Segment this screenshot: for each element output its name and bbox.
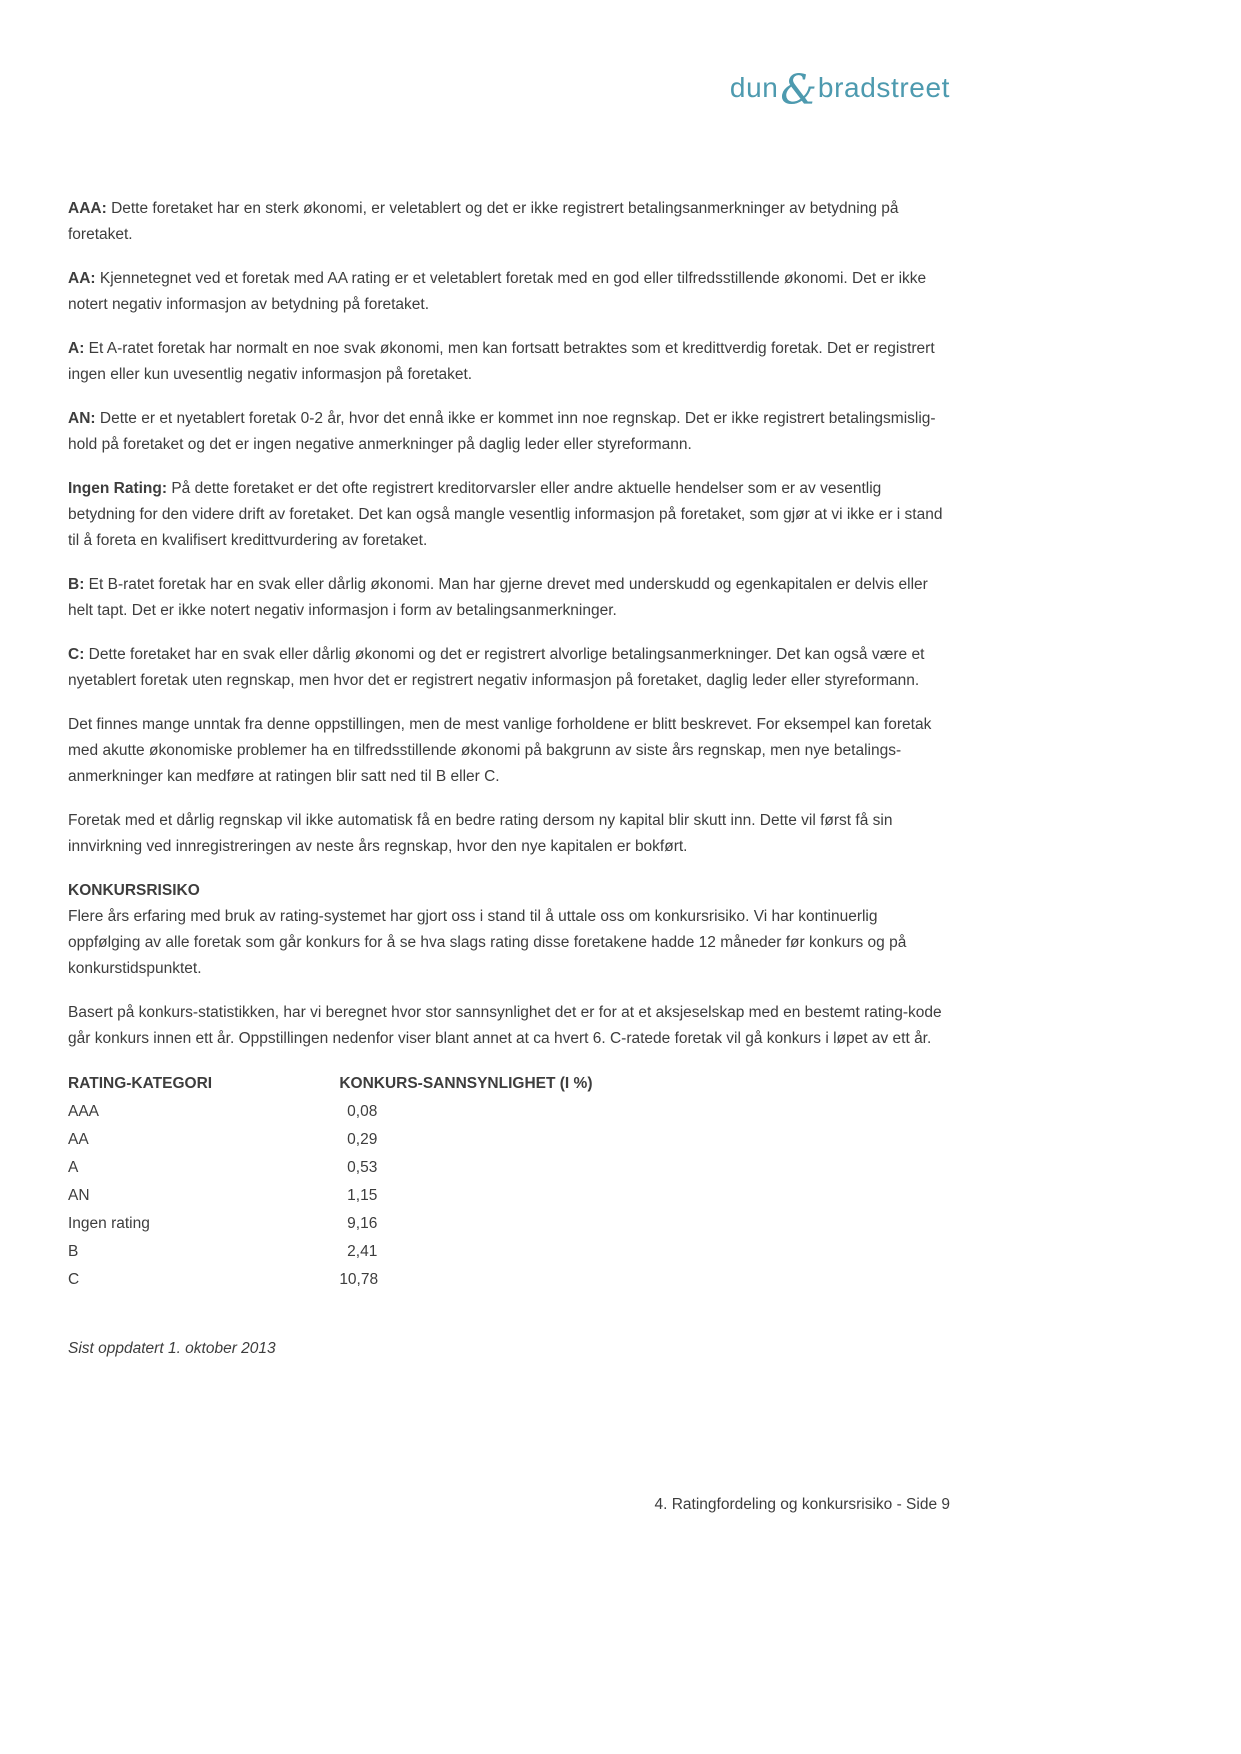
page-footer: 4. Ratingfordeling og konkursrisiko - Side 9: [654, 1496, 950, 1513]
rating-description-aaa: [68, 196, 950, 248]
rating-description-a: [68, 336, 950, 388]
table-cell-value: 0,53: [347, 1159, 378, 1176]
rating-label-aa: AA:: [68, 270, 96, 287]
rating-text-a: Et A-ratet foretak har normalt en noe svak økonomi, men kan fortsatt betraktes som et kredittverdig foretak. Det er registrert ingen eller kun uvesentlig negativ informasjon på foretaket.: [68, 340, 935, 383]
exceptions-paragraph: Det finnes mange unntak fra denne oppstillingen, men de mest vanlige forholdene er blitt beskrevet. For eksempel kan foretak med akutte økonomiske problemer ha en tilfredsstillende økonomi på bakgrunn av siste års regnskap, men nye betalings- anmerkninger kan medføre at ratingen blir satt ned til B eller C.: [68, 716, 932, 785]
table-cell-value: 0,08: [347, 1103, 378, 1120]
table-cell-category: C: [68, 1271, 80, 1288]
rating-description-ingen-rating: [68, 476, 950, 554]
rating-text-aa: Kjennetegnet ved et foretak med AA rating er et veletablert foretak med en god eller tilfredsstillende økonomi. Det er ikke notert negativ informasjon av betydning på foretaket.: [68, 270, 927, 313]
rating-text-an: Dette er et nyetablert foretak 0-2 år, hvor det ennå ikke er kommet inn noe regnskap. Det er ikke registrert betalingsmislig- hold på foretaket og det er ingen negative anmerkninger på daglig leder eller styreformann.: [68, 410, 936, 453]
table-cell-value: 0,29: [347, 1131, 378, 1148]
rating-label-c: C:: [68, 646, 85, 663]
rating-description-an: [68, 406, 950, 458]
table-cell-category: AAA: [68, 1103, 100, 1120]
table-cell-value: 10,78: [339, 1271, 379, 1288]
table-header-probability: KONKURS-SANNSYNLIGHET (I %): [339, 1075, 593, 1092]
table-row-ingen-rating: [68, 1210, 950, 1238]
logo-text-dun: dun: [729, 72, 779, 103]
rating-label-ingen-rating: Ingen Rating:: [68, 480, 168, 497]
table-cell-category: AA: [68, 1131, 89, 1148]
rating-probability-table: [68, 1070, 950, 1294]
rating-description-c: [68, 642, 950, 694]
table-row-c: [68, 1266, 950, 1294]
rating-description-aa: [68, 266, 950, 318]
table-cell-value: 1,15: [347, 1187, 378, 1204]
rating-label-an: AN:: [68, 410, 96, 427]
rating-text-b: Et B-ratet foretak har en svak eller dårlig økonomi. Man har gjerne drevet med underskudd og egenkapitalen er delvis eller helt tapt. Det er ikke notert negativ informasjon i form av betalingsanmerkninger.: [68, 576, 928, 619]
konkursrisiko-paragraph-2: Basert på konkurs-statistikken, har vi beregnet hvor stor sannsynlighet det er for at et aksjeselskap med en bestemt rating-kode går konkurs innen ett år. Oppstillingen nedenfor viser blant annet at ca hvert 6. C-ratede foretak vil gå konkurs i løpet av ett år.: [68, 1004, 942, 1047]
header: [68, 66, 950, 114]
konkursrisiko-heading: KONKURSRISIKO: [68, 882, 200, 899]
table-cell-category: A: [68, 1159, 79, 1176]
last-updated-note: Sist oppdatert 1. oktober 2013: [68, 1340, 276, 1357]
table-cell-category: Ingen rating: [68, 1215, 150, 1232]
table-row-an: [68, 1182, 950, 1210]
logo-text-bradstreet: bradstreet: [817, 72, 950, 103]
new-capital-paragraph: Foretak med et dårlig regnskap vil ikke automatisk få en bedre rating dersom ny kapital blir skutt inn. Dette vil først få sin innvirkning ved innregistreringen av neste års regnskap, hvor den nye kapitalen er bokført.: [68, 812, 893, 855]
table-cell-category: B: [68, 1243, 79, 1260]
rating-label-aaa: AAA:: [68, 200, 107, 217]
rating-text-aaa: Dette foretaket har en sterk økonomi, er veletablert og det er ikke registrert betalingsanmerkninger av betydning på foretaket.: [68, 200, 899, 243]
table-cell-value: 9,16: [347, 1215, 378, 1232]
dun-bradstreet-logo: [730, 66, 950, 114]
table-cell-value: 2,41: [347, 1243, 378, 1260]
konkursrisiko-paragraph-1: Flere års erfaring med bruk av rating-systemet har gjort oss i stand til å uttale oss om konkursrisiko. Vi har kontinuerlig oppfølging av alle foretak som går konkurs for å se hva slags rating disse foretakene hadde 12 måneder før konkurs og på konkurstidspunktet.: [68, 908, 907, 977]
table-row-aaa: [68, 1098, 950, 1126]
konkursrisiko-section: [68, 878, 950, 1052]
rating-description-b: [68, 572, 950, 624]
logo-ampersand-icon: &: [780, 66, 817, 114]
rating-label-b: B:: [68, 576, 85, 593]
rating-text-ingen-rating: På dette foretaket er det ofte registrert kreditorvarsler eller andre aktuelle hendelser som er av vesentlig betydning for den videre drift av foretaket. Det kan også mangle vesentlig informasjon på foretaket, som gjør at vi ikke er i stand til å foreta en kvalifisert kredittvurdering av foretaket.: [68, 480, 943, 549]
table-row-a: [68, 1154, 950, 1182]
table-cell-category: AN: [68, 1187, 90, 1204]
rating-label-a: A:: [68, 340, 85, 357]
table-row-b: [68, 1238, 950, 1266]
table-header-category: RATING-KATEGORI: [68, 1075, 213, 1092]
table-header-row: [68, 1070, 950, 1098]
table-row-aa: [68, 1126, 950, 1154]
document-body: [68, 196, 950, 1362]
rating-text-c: Dette foretaket har en svak eller dårlig økonomi og det er registrert alvorlige betalingsanmerkninger. Det kan også være et nyetablert foretak uten regnskap, men hvor det er registrert negativ informasjon på foretaket, daglig leder eller styreformann.: [68, 646, 925, 689]
